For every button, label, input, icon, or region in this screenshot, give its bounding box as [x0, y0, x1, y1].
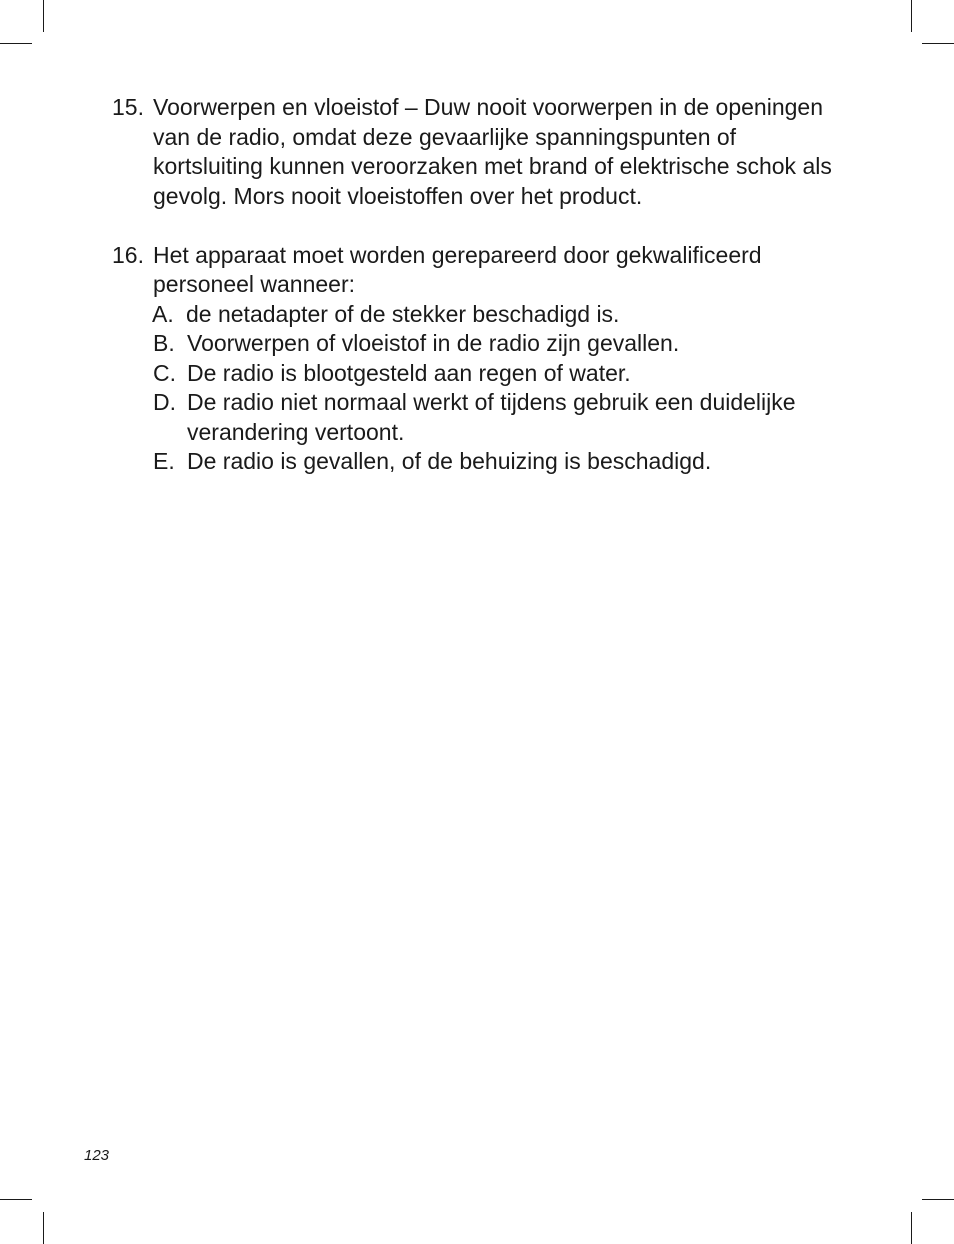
instruction-number: 16.	[112, 241, 144, 268]
crop-mark-bottom-right-vertical	[911, 1212, 912, 1244]
page-number: 123	[84, 1147, 110, 1164]
crop-mark-top-right-vertical	[911, 0, 912, 32]
crop-mark-top-left-horizontal	[0, 43, 32, 44]
list-item	[153, 447, 852, 477]
crop-mark-top-right-horizontal	[922, 43, 954, 44]
instruction-text: Voorwerpen en vloeistof – Duw nooit voorwerpen in de openingen van de radio, omdat deze gevaarlijke spanningspunten of kortsluiting kunnen veroorzaken met brand of elektrische schok als gevolg. Mors nooit vloeistoffen over het product.	[153, 94, 832, 209]
list-item-text: De radio niet normaal werkt of tijdens gebruik een duidelijke verandering vertoont.	[187, 389, 796, 445]
list-item-text: de netadapter of de stekker beschadigd is.	[186, 300, 620, 327]
instruction-number: 15.	[112, 94, 144, 120]
crop-mark-bottom-right-horizontal	[922, 1199, 954, 1200]
list-item-letter: A.	[152, 300, 174, 327]
list-item	[153, 359, 852, 389]
list-item-letter: B.	[153, 330, 175, 356]
crop-mark-bottom-left-horizontal	[0, 1199, 32, 1200]
crop-mark-top-left-vertical	[43, 0, 44, 32]
instruction-item-15	[112, 93, 852, 211]
list-item-text: De radio is blootgesteld aan regen of water.	[187, 359, 631, 386]
list-item-letter: E.	[153, 448, 175, 474]
list-item	[153, 329, 852, 359]
list-item-letter: C.	[153, 359, 176, 386]
list-item	[153, 388, 852, 447]
repair-conditions-list	[153, 300, 852, 477]
list-item	[152, 300, 852, 330]
list-item-text: Voorwerpen of vloeistof in de radio zijn gevallen.	[187, 330, 680, 356]
list-item-letter: D.	[153, 389, 176, 415]
instruction-text: Het apparaat moet worden gerepareerd door gekwalificeerd personeel wanneer:	[153, 241, 762, 297]
list-item-text: De radio is gevallen, of de behuizing is beschadigd.	[187, 448, 712, 474]
safety-instructions	[112, 93, 852, 477]
instruction-item-16	[112, 241, 852, 477]
crop-mark-bottom-left-vertical	[43, 1212, 44, 1244]
